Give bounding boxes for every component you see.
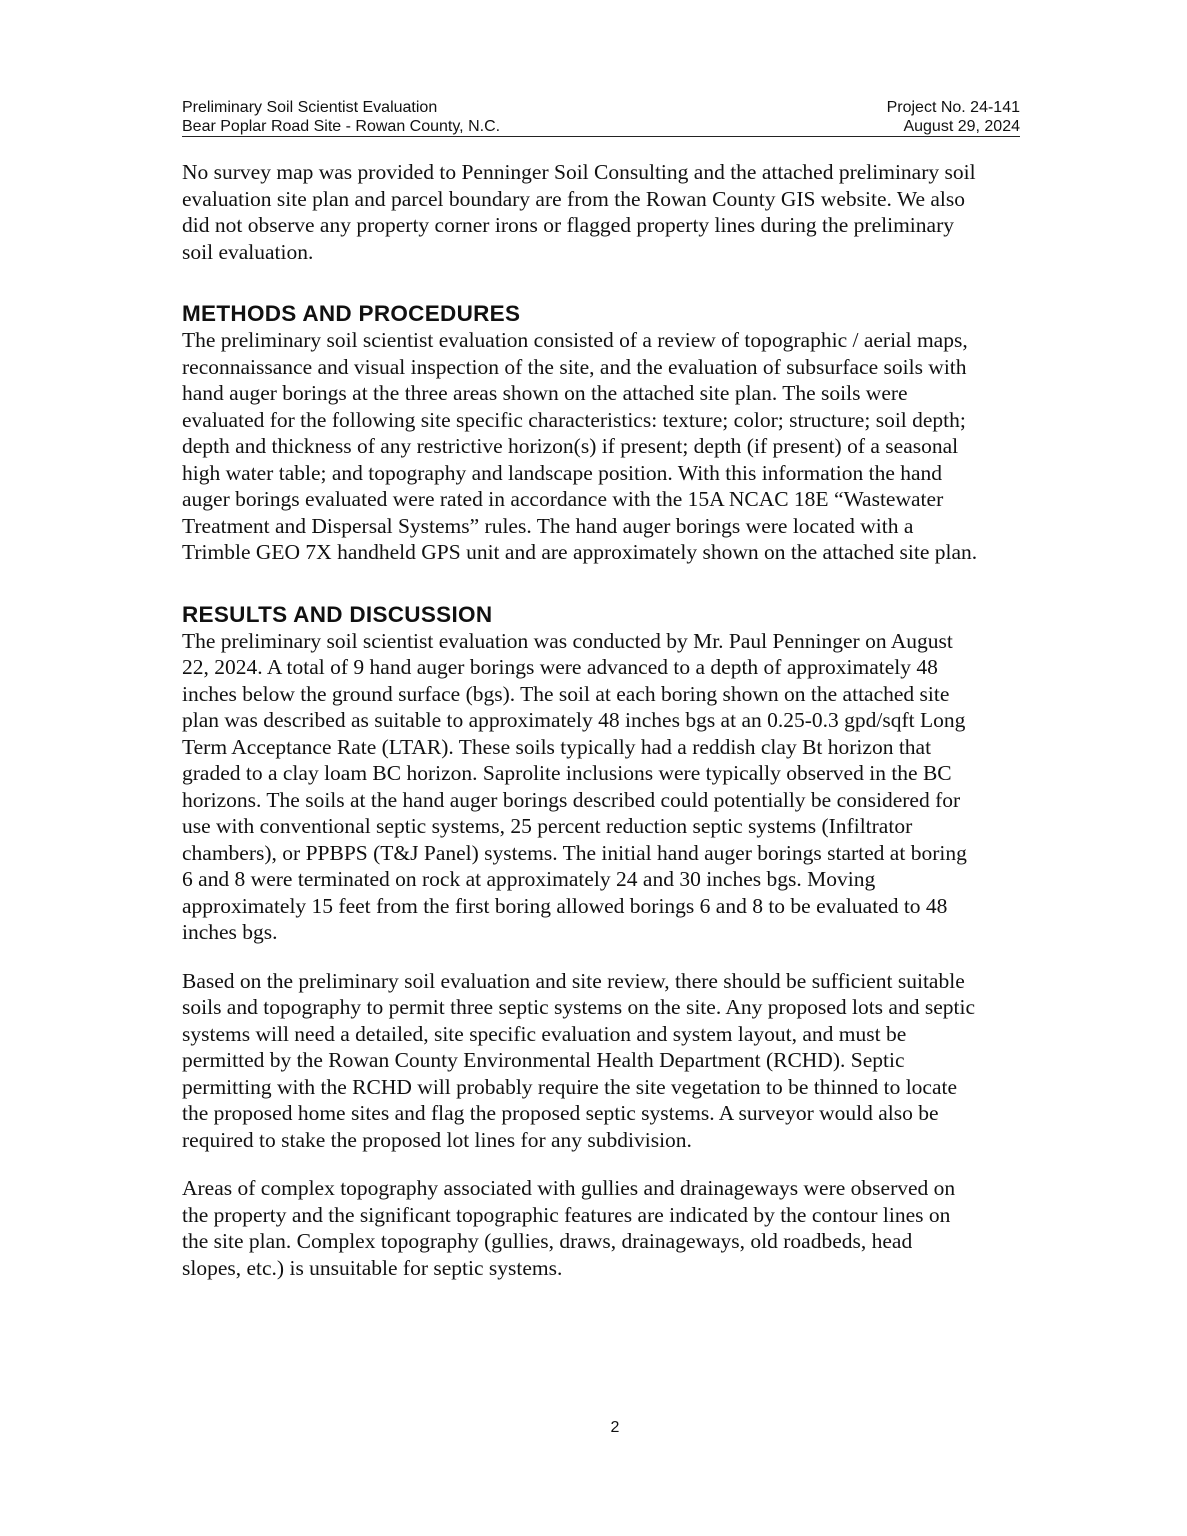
header-row-1	[182, 98, 1020, 118]
header-project-number: Project No. 24-141	[886, 99, 1020, 116]
results-paragraph-3: Areas of complex topography associated with gullies and drainageways were observed on the property and the significant topographic features are indicated by the contour lines on the site plan. Complex topography (gullies, draws, drainageways, old roadbeds, head slopes, etc.) is unsuitable for septic systems.	[182, 1176, 956, 1280]
methods-heading: METHODS AND PROCEDURES	[182, 301, 521, 326]
header-doc-title: Preliminary Soil Scientist Evaluation	[182, 99, 438, 116]
page-number: 2	[610, 1419, 620, 1436]
intro-paragraph: No survey map was provided to Penninger Soil Consulting and the attached preliminary soil evaluation site plan and parcel boundary are from the Rowan County GIS website. We also did not observe any property corner irons or flagged property lines during the preliminary soil evaluation.	[182, 160, 976, 264]
methods-paragraph: The preliminary soil scientist evaluation consisted of a review of topographic / aerial maps, reconnaissance and visual inspection of the site, and the evaluation of subsurface soils with hand auger borings at the three areas shown on the attached site plan. The soils were evaluated for the following site specific characteristics: texture; color; structure; soil depth; depth and thickness of any restrictive horizon(s) if present; depth (if present) of a seasonal high water table; and topography and landscape position. With this information the hand auger borings evaluated were rated in accordance with the 15A NCAC 18E “Wastewater Treatment and Dispersal Systems” rules. The hand auger borings were located with a Trimble GEO 7X handheld GPS unit and are approximately shown on the attached site plan.	[182, 328, 978, 564]
header-row-2	[182, 118, 1020, 137]
header-date: August 29, 2024	[903, 118, 1020, 135]
header-site-name: Bear Poplar Road Site - Rowan County, N.C.	[182, 118, 501, 135]
results-heading: RESULTS AND DISCUSSION	[182, 601, 493, 627]
results-paragraph-2: Based on the preliminary soil evaluation and site review, there should be sufficient suitable soils and topography to permit three septic systems on the site. Any proposed lots and septic systems will need a detailed, site specific evaluation and system layout, and must be permitted by the Rowan County Environmental Health Department (RCHD). Septic permitting with the RCHD will probably require the site vegetation to be thinned to locate the proposed home sites and flag the proposed septic systems. A surveyor would also be required to stake the proposed lot lines for any subdivision.	[182, 968, 975, 1152]
document-body	[182, 159, 1054, 1281]
results-paragraph-1: The preliminary soil scientist evaluation was conducted by Mr. Paul Penninger on August 22, 2024. A total of 9 hand auger borings were advanced to a depth of approximately 48 inches below the ground surface (bgs). The soil at each boring shown on the attached site plan was described as suitable to approximately 48 inches bgs at an 0.25-0.3 gpd/sqft Long Term Acceptance Rate (LTAR). These soils typically had a reddish clay Bt horizon that graded to a clay loam BC horizon. Saprolite inclusions were typically observed in the BC horizons. The soils at the hand auger borings described could potentially be considered for use with conventional septic systems, 25 percent reduction septic systems (Infiltrator chambers), or PPBPS (T&J Panel) systems. The initial hand auger borings started at boring 6 and 8 were terminated on rock at approximately 24 and 30 inches bgs. Moving approximately 15 feet from the first boring allowed borings 6 and 8 to be evaluated to 48 inches bgs.	[182, 628, 967, 944]
running-header	[182, 98, 1020, 137]
